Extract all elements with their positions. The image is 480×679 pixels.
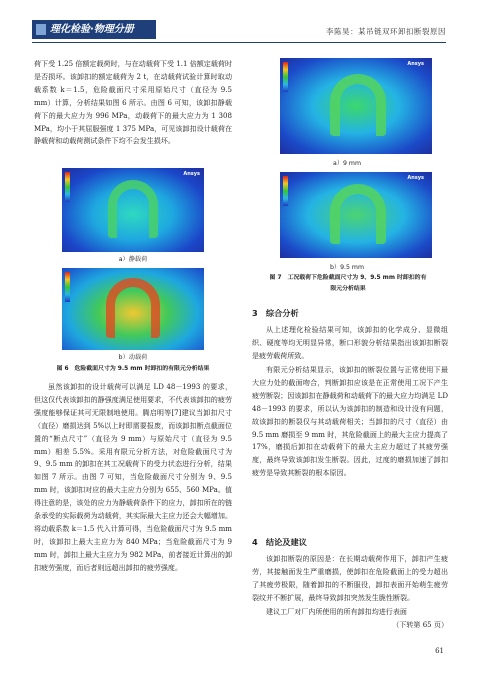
- figure-6a-image: [62, 168, 204, 252]
- running-head: 李陈昊：某吊链双环卸扣断裂原因: [326, 27, 446, 36]
- section-3-heading: 3 综合分析: [252, 308, 299, 318]
- color-legend: [65, 272, 70, 302]
- paragraph: 荷下受 1.25 倍额定载荷时，与在动载荷下受 1.1 倍额定载荷时是否损坏。该卸扣的额定载荷为 2 t，在动载荷试验计算时取动载系数 k＝1.5，危险截面尺寸采用原始尺寸（直径为 9.5 mm）计算，分析结果如图 6 所示。由图 6 可知，该卸扣静载荷下的最大应力为 996 MPa，动载荷下的最大应力为 1 308 MPa，均小于其屈服强度 1 375 MPa，可见该卸扣设计载荷在静载荷和动载荷测试条件下均不会发生损坏。: [34, 59, 232, 146]
- page-header: [0, 0, 480, 52]
- paragraph: 虽然该卸扣的设计载荷可以满足 LD 48－1993 的要求，但这仅代表该卸扣的静强度满足使用要求，不代表该卸扣的疲劳强度能够保证其可无限制地使用。腾启明等[7]建议当卸扣尺寸（直径）磨损达到 5%以上时即需要报废，而该卸扣断点截面位置的“断点尺寸”（直径为 9 mm）与原始尺寸（直径为 9.5 mm）相差 5.5%。采用有限元分析方法，对危险截面尺寸为 9、9.5 mm 的卸扣在其工况载荷下的受力状态进行分析，结果如图 7 所示。由图 7 可知，当危险截面尺寸分别为 9、9.5 mm 时，该卸扣对应的最大主应力分别为 655、560 MPa。值得注意的是，该处的应力为静载荷条件下的应力，卸扣所在的链条承受的实际载荷为动载荷，其实际最大主应力还会大幅增加。将动载系数 k＝1.5 代入计算可得，当危险截面尺寸为 9.5 mm 时，该卸扣上最大主应力为 840 MPa；当危险截面尺寸为 9 mm 时，卸扣上最大主应力为 982 MPa，前者接近计算出的卸扣疲劳强度，而后者则远超出卸扣的疲劳强度。: [34, 382, 232, 572]
- ansys-logo: Ansys: [407, 61, 424, 67]
- figure-6b-image: [62, 268, 204, 350]
- journal-logo: [32, 20, 156, 39]
- journal-name: 理化检验·物理分册: [50, 24, 134, 35]
- ansys-logo: Ansys: [407, 175, 424, 181]
- shackle-shape: [108, 180, 158, 238]
- ansys-logo: Ansys: [183, 171, 200, 177]
- shackle-shape: [106, 278, 160, 338]
- left-top-text: [34, 58, 232, 148]
- figure-7b-caption: b）9.5 mm: [330, 264, 364, 271]
- figure-7a-caption: a）9 mm: [333, 160, 361, 167]
- section-3-paragraph-1: [252, 324, 448, 363]
- figure-6-title: 图 6 危险截面尺寸为 9.5 mm 时卸扣的有限元分析结果: [56, 366, 210, 372]
- continued-note: （下转第 65 页）: [392, 620, 448, 629]
- color-legend: [283, 62, 288, 92]
- page-number: 61: [435, 647, 444, 655]
- color-legend: [65, 172, 70, 202]
- section-4-heading: 4 结论及建议: [252, 537, 307, 547]
- paragraph: 建议工厂对厂内所使用的所有卸扣均进行表面: [266, 607, 407, 616]
- paragraph: 从上述理化检验结果可知，该卸扣的化学成分、显微组织、硬度等均无明显异常，断口形貌分析结果指出该卸扣断裂是疲劳载荷所致。: [252, 325, 448, 360]
- color-legend: [283, 176, 288, 206]
- figure-6b-caption: b）动载荷: [118, 354, 148, 361]
- shackle-shape: [330, 184, 386, 244]
- figure-7b-image: [280, 172, 432, 258]
- logo-mark: [36, 24, 46, 35]
- shackle-shape: [330, 74, 386, 136]
- figure-7-title: 图 7 工况载荷下危险截面尺寸为 9、9.5 mm 时卸扣的有限元分析结果: [269, 275, 427, 292]
- header-rule: [32, 42, 446, 43]
- section-4-paragraph-2: [252, 606, 448, 619]
- section-4-paragraph-1: [252, 553, 448, 605]
- figure-6a-caption: a）静载荷: [118, 256, 148, 263]
- left-bottom-text: [34, 381, 232, 575]
- figure-7a-image: [280, 58, 432, 154]
- paragraph: 该卸扣断裂的原因是：在长期动载荷作用下，卸扣产生疲劳，其接触面发生严重磨损，使卸扣在危险截面上的受力超出了其疲劳极限，随着卸扣的不断服役，卸扣表面开始萌生疲劳裂纹并不断扩展，最终导致卸扣突然发生脆性断裂。: [252, 554, 448, 602]
- section-3-paragraph-2: [252, 364, 448, 480]
- paragraph: 有限元分析结果显示，该卸扣的断裂位置与正常使用下最大应力处的截面吻合，判断卸扣应该是在正常使用工况下产生疲劳断裂；因该卸扣在静载荷和动载荷下的最大应力均满足 LD 48－1993 的要求，所以认为该卸扣的制造和设计没有问题，故该卸扣的断裂仅与其动载荷相关；当卸扣的尺寸（直径）由 9.5 mm 磨损至 9 mm 时，其危险截面上的最大主应力提高了 17%，磨损后卸扣在动载荷下的最大主应力超过了其疲劳强度，最终导致该卸扣发生断裂。因此，过度的磨损加速了卸扣疲劳是导致其断裂的根本原因。: [252, 365, 448, 478]
